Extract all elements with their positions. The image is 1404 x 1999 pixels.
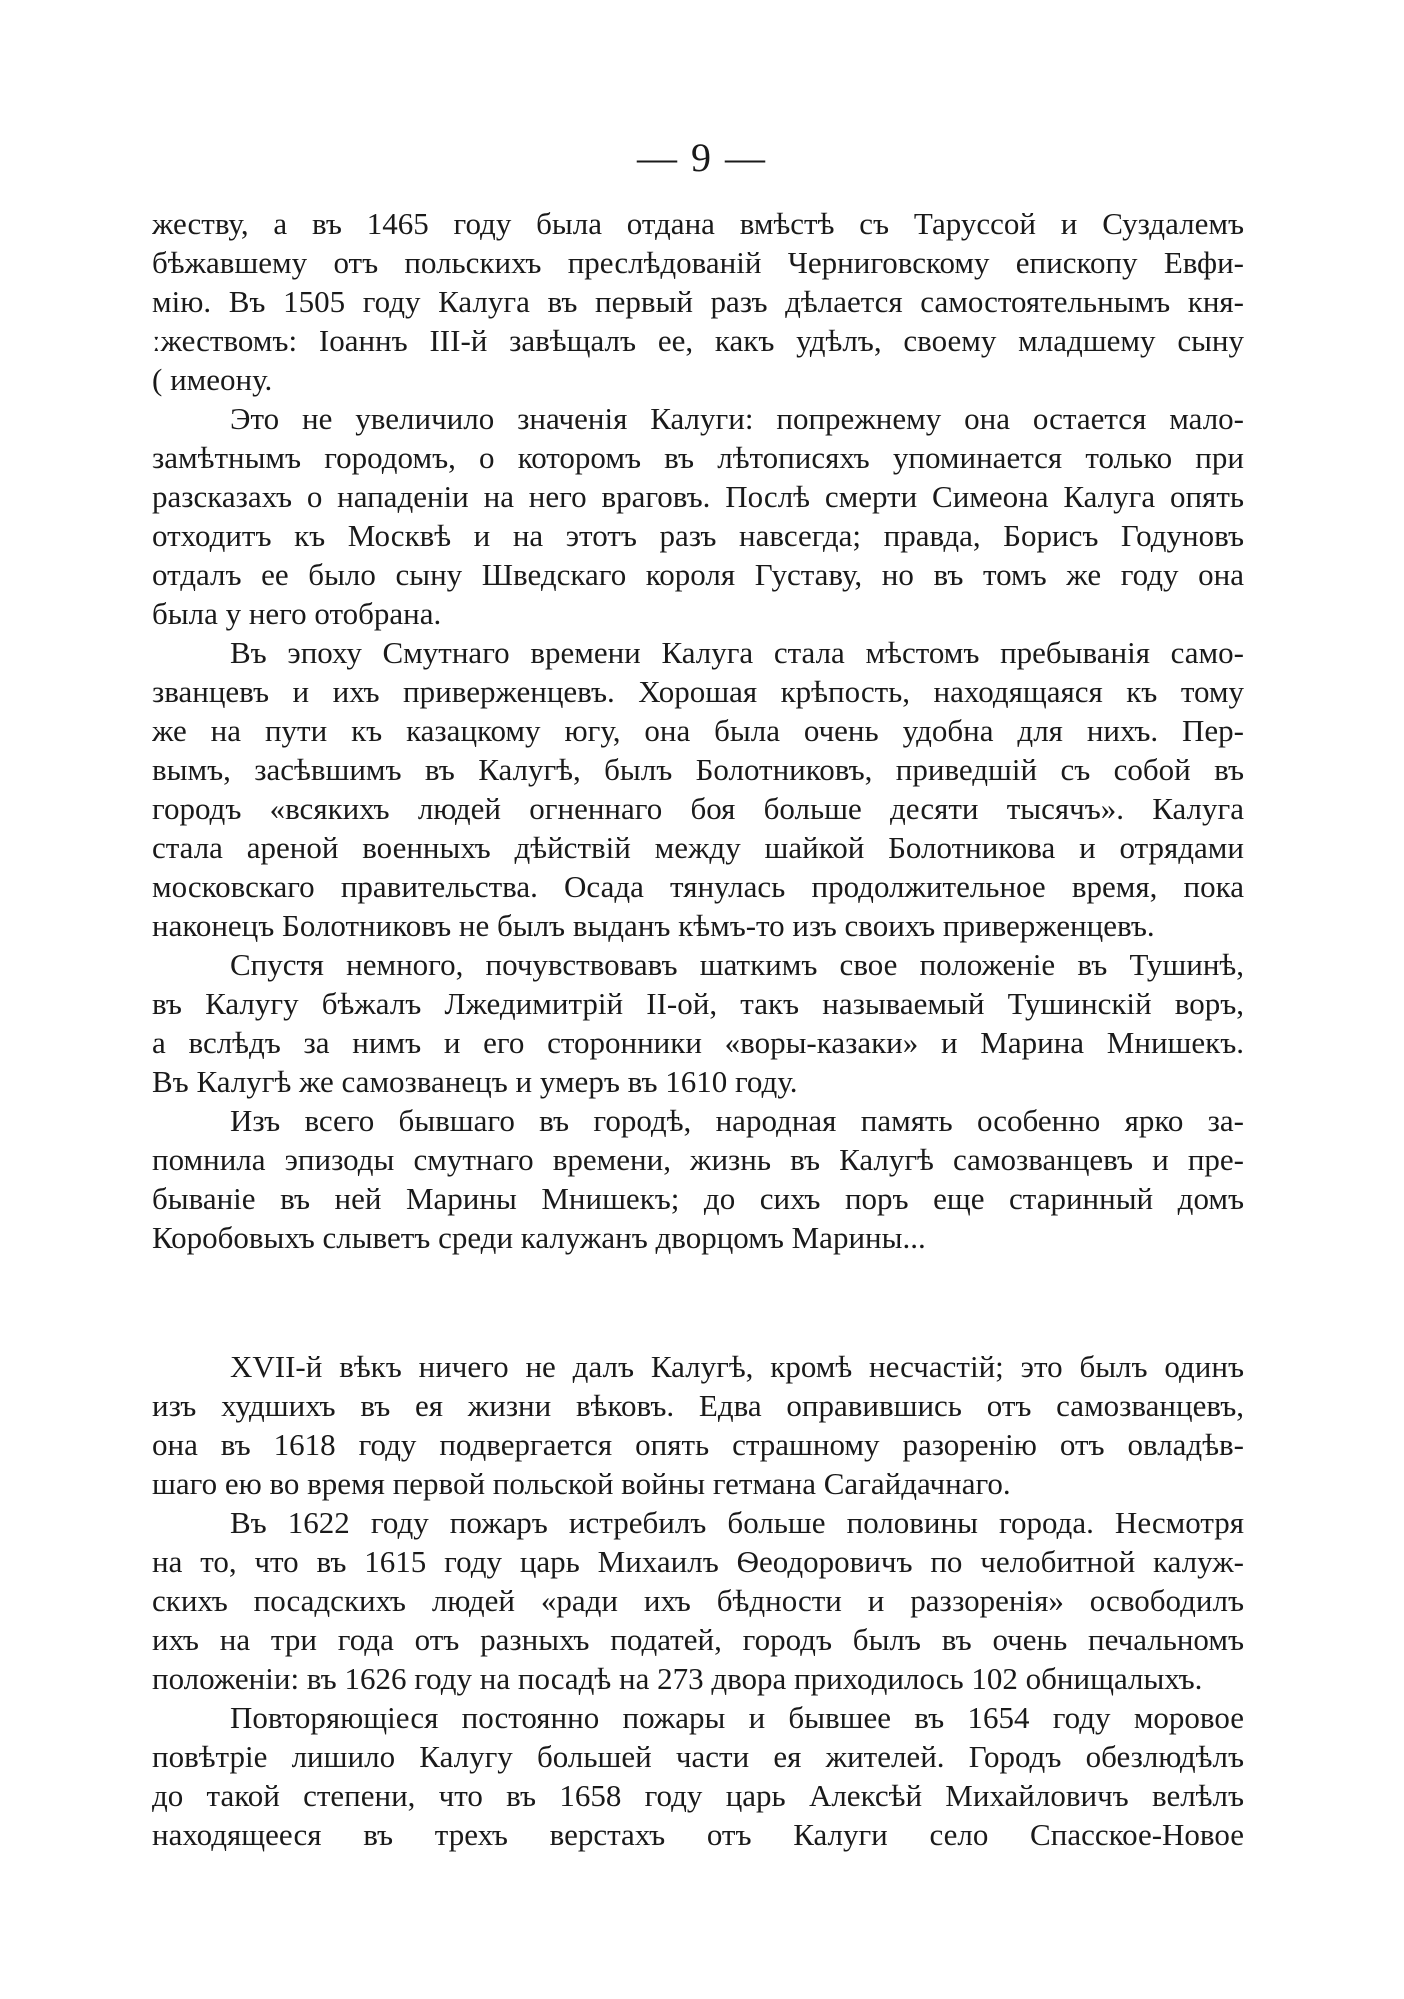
text-line: отдалъ ее было сыну Шведскаго короля Густаву, но въ томъ же году она [152,557,1244,592]
paragraph [152,1101,1244,1257]
text-line: жеству, а въ 1465 году была отдана вмѣстѣ съ Таруссой и Суздалемъ [152,206,1244,241]
text-line: была у него отобрана. [152,596,442,631]
paragraph [152,399,1244,633]
text-line: ( имеону. [152,362,273,397]
text-line: а вслѣдъ за нимъ и его сторонники «воры-казаки» и Марина Мнишекъ. [152,1025,1244,1060]
text-line: отходитъ къ Москвѣ и на этотъ разъ навсегда; правда, Борисъ Годуновъ [152,518,1244,553]
text-line: шаго ею во время первой польской войны гетмана Сагайдачнаго. [152,1466,1011,1501]
text-line: изъ худшихъ въ ея жизни вѣковъ. Едва оправившись отъ самозванцевъ, [152,1388,1244,1423]
text-line: вымъ, засѣвшимъ въ Калугѣ, былъ Болотниковъ, приведшій съ собой въ [152,752,1244,787]
text-line: Въ 1622 году пожаръ истребилъ больше половины города. Несмотря [230,1505,1244,1540]
page-number: — 9 — [637,135,767,180]
text-section-1 [152,204,1244,1257]
text-line: на то, что въ 1615 году царь Михаилъ Ѳеодоровичъ по челобитной калуж- [152,1544,1244,1579]
paragraph [152,1698,1244,1854]
text-line: до такой степени, что въ 1658 году царь Алексѣй Михайловичъ велѣлъ [152,1778,1244,1813]
text-line: замѣтнымъ городомъ, о которомъ въ лѣтописяхъ упоминается только при [152,440,1244,475]
text-line: мію. Въ 1505 году Калуга въ первый разъ дѣлается самостоятельнымъ кня- [152,284,1244,319]
text-section-2 [152,1347,1244,1854]
paragraph [152,1347,1244,1503]
paragraph [152,204,1244,399]
text-line: бѣжавшему отъ польскихъ преслѣдованій Черниговскому епископу Евфи- [152,245,1244,280]
paragraph [152,633,1244,945]
text-line: ːжествомъ: Іоаннъ III-й завѣщалъ ее, какъ удѣлъ, своему младшему сыну [152,323,1244,358]
text-line: московскаго правительства. Осада тянулась продолжительное время, пока [152,869,1244,904]
text-line: бываніе въ ней Марины Мнишекъ; до сихъ поръ еще старинный домъ [152,1181,1244,1216]
text-line: Это не увеличило значенія Калуги: попрежнему она остается мало- [230,401,1244,436]
text-line: Спустя немного, почувствовавъ шаткимъ свое положеніе въ Тушинѣ, [230,947,1244,982]
text-line: находящееся въ трехъ верстахъ отъ Калуги село Спасское-Новое [152,1817,1244,1852]
text-line: Повторяющіеся постоянно пожары и бывшее въ 1654 году моровое [230,1700,1244,1735]
text-line: Коробовыхъ слыветъ среди калужанъ дворцомъ Марины... [152,1220,926,1255]
text-line: скихъ посадскихъ людей «ради ихъ бѣдности и раззоренія» освободилъ [152,1583,1244,1618]
text-line: Изъ всего бывшаго въ городѣ, народная память особенно ярко за- [230,1103,1244,1138]
text-line: разсказахъ о нападеніи на него враговъ. Послѣ смерти Симеона Калуга опять [152,479,1244,514]
text-line: XVII-й вѣкъ ничего не далъ Калугѣ, кромѣ несчастій; это былъ одинъ [230,1349,1244,1384]
text-line: положеніи: въ 1626 году на посадѣ на 273 двора приходилось 102 обнищалыхъ. [152,1661,1203,1696]
text-line: повѣтріе лишило Калугу большей части ея жителей. Городъ обезлюдѣлъ [152,1739,1244,1774]
text-line: стала ареной военныхъ дѣйствій между шайкой Болотникова и отрядами [152,830,1244,865]
paragraph [152,945,1244,1101]
text-line: ихъ на три года отъ разныхъ податей, городъ былъ въ очень печальномъ [152,1622,1244,1657]
text-line: помнила эпизоды смутнаго времени, жизнь въ Калугѣ самозванцевъ и пре- [152,1142,1244,1177]
text-line: Въ эпоху Смутнаго времени Калуга стала мѣстомъ пребыванія само- [230,635,1244,670]
text-line: наконецъ Болотниковъ не былъ выданъ кѣмъ-то изъ своихъ приверженцевъ. [152,908,1155,943]
paragraph [152,1503,1244,1698]
text-line: званцевъ и ихъ приверженцевъ. Хорошая крѣпость, находящаяся къ тому [152,674,1244,709]
text-line: Въ Калугѣ же самозванецъ и умеръ въ 1610 году. [152,1064,798,1099]
text-line: въ Калугу бѣжалъ Лжедимитрій II-ой, такъ называемый Тушинскій воръ, [152,986,1244,1021]
text-line: же на пути къ казацкому югу, она была очень удобна для нихъ. Пер- [152,713,1244,748]
text-line: городъ «всякихъ людей огненнаго боя больше десяти тысячъ». Калуга [152,791,1244,826]
text-line: она въ 1618 году подвергается опять страшному разоренію отъ овладѣв- [152,1427,1244,1462]
